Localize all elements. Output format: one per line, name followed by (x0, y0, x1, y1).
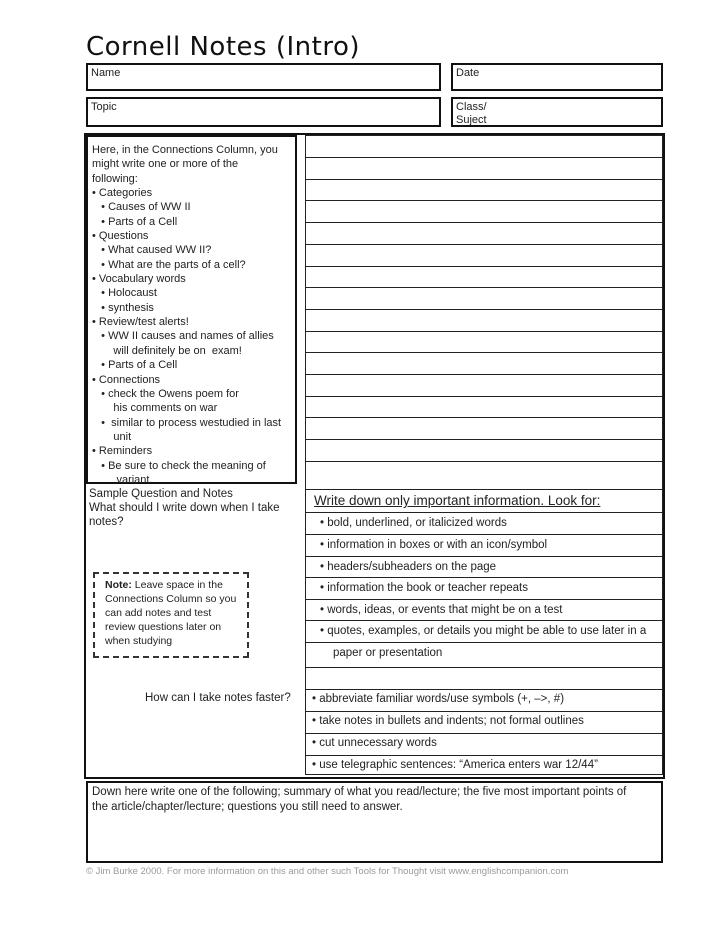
ruled-line (306, 667, 662, 668)
connections-line: • check the Owens poem for (92, 387, 239, 400)
ruled-line (306, 439, 662, 440)
connections-line: • Review/test alerts! (92, 316, 189, 329)
ruled-line (306, 417, 662, 418)
connections-line: • Reminders (92, 445, 153, 458)
date-label: Date (456, 67, 480, 79)
page-title: Cornell Notes (Intro) (86, 32, 360, 62)
connections-line: • What caused WW II? (92, 244, 212, 257)
ruled-line (306, 244, 662, 245)
tip-item: • information in boxes or with an icon/symbol (320, 539, 548, 551)
connections-column[interactable] (86, 135, 297, 484)
connections-line: • synthesis (92, 301, 154, 314)
ruled-line (306, 331, 662, 332)
tips-heading: Write down only important information. Look for: (314, 493, 601, 508)
ruled-line (306, 711, 662, 712)
ruled-line (306, 266, 662, 267)
connections-line: • Categories (92, 187, 153, 200)
ruled-line (306, 577, 662, 578)
connections-line: • Holocaust (92, 287, 157, 300)
sample-heading: Sample Question and Notes What should I write down when I take notes? (89, 488, 280, 528)
connections-line: • WW II causes and names of allies (92, 330, 274, 343)
sample-question-area (86, 486, 297, 776)
ruled-line (306, 287, 662, 288)
note-callout-box: Note: Leave space in the Connections Column so you can add notes and test review questions later on when studying (93, 572, 249, 658)
connections-text (88, 137, 295, 487)
faster-item: • abbreviate familiar words/use symbols (+, –>, #) (312, 693, 565, 705)
tip-item: • bold, underlined, or italicized words (320, 517, 507, 529)
ruled-line (306, 599, 662, 600)
summary-box[interactable] (86, 781, 663, 863)
connections-line: • Parts of a Cell (92, 215, 178, 228)
faster-item: • take notes in bullets and indents; not formal outlines (312, 715, 584, 727)
date-field[interactable] (451, 63, 663, 91)
topic-field[interactable] (86, 97, 441, 127)
ruled-line (306, 352, 662, 353)
connections-line: might write one or more of the (92, 158, 239, 171)
connections-line: • Parts of a Cell (92, 359, 178, 372)
ruled-line (306, 396, 662, 397)
ruled-line (306, 309, 662, 310)
tip-item: • information the book or teacher repeats (320, 582, 528, 594)
ruled-line (306, 374, 662, 375)
class-subject-label: Class/ Suject (456, 101, 487, 126)
connections-line: will definitely be on exam! (92, 344, 242, 357)
copyright-footer: © Jim Burke 2000. For more information on this and other such Tools for Thought visit www.englishcompanion.com (86, 866, 569, 877)
ruled-line (306, 489, 662, 490)
ruled-line (306, 556, 662, 557)
ruled-line (306, 534, 662, 535)
note-bold-label: Note: (105, 579, 132, 591)
connections-line: • similar to process westudied in last (92, 416, 282, 429)
ruled-line (306, 179, 662, 180)
ruled-line (306, 642, 662, 643)
connections-line: • Be sure to check the meaning of (92, 459, 266, 472)
connections-line: Here, in the Connections Column, you (92, 144, 278, 156)
connections-line: his comments on war (92, 402, 218, 415)
connections-line: • Connections (92, 373, 161, 386)
topic-label: Topic (91, 101, 117, 113)
connections-line: • Causes of WW II (92, 201, 191, 214)
ruled-line (306, 200, 662, 201)
connections-line: unit (92, 430, 132, 443)
tip-item: paper or presentation (333, 647, 443, 659)
connections-line: • What are the parts of a cell? (92, 258, 246, 271)
notes-column[interactable] (305, 135, 663, 775)
faster-question: How can I take notes faster? (145, 692, 291, 704)
connections-line: • Vocabulary words (92, 273, 186, 286)
connections-line: following: (92, 172, 138, 185)
faster-item: • use telegraphic sentences: “America enters war 12/44” (312, 759, 598, 771)
tip-item: • quotes, examples, or details you might be able to use later in a (320, 625, 647, 637)
class-subject-field[interactable] (451, 97, 663, 127)
faster-item: • cut unnecessary words (312, 737, 437, 749)
ruled-line (306, 620, 662, 621)
tip-item: • headers/subheaders on the page (320, 561, 497, 573)
connections-line: • Questions (92, 230, 149, 243)
ruled-line (306, 157, 662, 158)
name-field[interactable] (86, 63, 441, 91)
ruled-line (306, 461, 662, 462)
ruled-line (306, 755, 662, 756)
tip-item: • words, ideas, or events that might be on a test (320, 604, 563, 616)
ruled-line (306, 689, 662, 690)
ruled-line (306, 733, 662, 734)
ruled-line (306, 512, 662, 513)
name-label: Name (91, 67, 121, 79)
summary-instructions: Down here write one of the following; summary of what you read/lecture; the five most important points of the article/chapter/lecture; questions you still need to answer. (92, 786, 627, 813)
ruled-line (306, 222, 662, 223)
connections-line: variant. (92, 473, 153, 486)
